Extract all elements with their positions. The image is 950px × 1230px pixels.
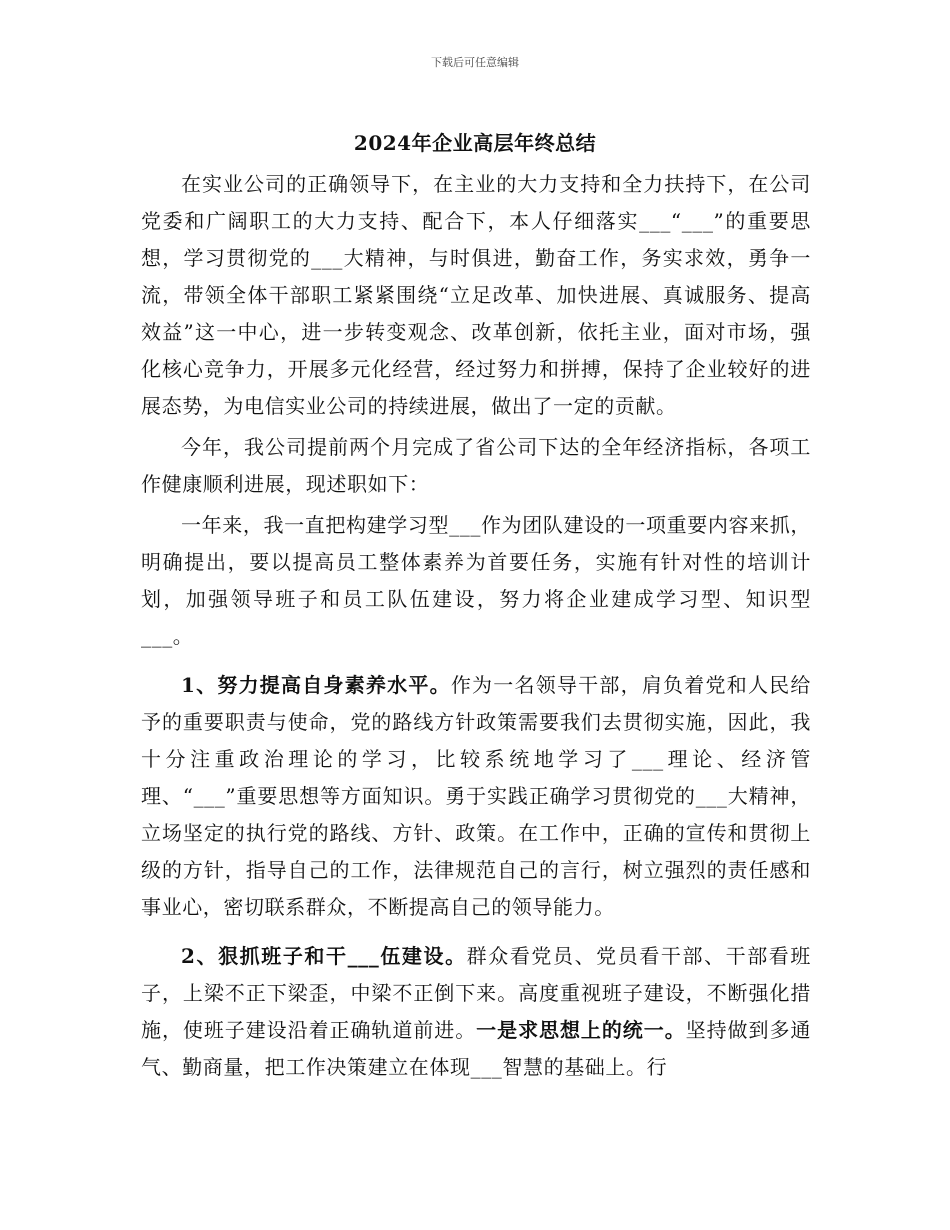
paragraph-text: 今年，我公司提前两个月完成了省公司下达的全年经济指标，各项工作健康顺利进展，现述职如下：: [141, 435, 811, 496]
section-heading: 1、努力提高自身素养水平。: [181, 673, 451, 697]
paragraph-team-building: [141, 938, 811, 1086]
paragraph-learning-team: [141, 507, 811, 655]
paragraph-text: 群众看党员、党员看干部、干部看班子，上梁不正下梁歪，中梁不正倒下来。高度重视班子建设，不断强化措施，使班子建设沿着正确轨道前进。: [141, 944, 811, 1042]
header-note: 下载后可任意编辑: [431, 56, 519, 69]
subsection-heading: 一是求思想上的统一。: [476, 1018, 686, 1042]
paragraph-intro: [141, 166, 811, 425]
paragraph-text: 一年来，我一直把构建学习型___作为团队建设的一项重要内容来抓，明确提出，要以提高员工整体素养为首要任务，实施有针对性的培训计划，加强领导班子和员工队伍建设，努力将企业建成学习型、知识型___。: [141, 513, 811, 648]
paragraph-self-improvement: [141, 667, 811, 926]
document-title: 2024年企业高层年终总结: [353, 131, 597, 155]
paragraph-summary: [141, 429, 811, 503]
section-heading: 2、狠抓班子和干___伍建设。: [181, 944, 467, 968]
paragraph-text: 作为一名领导干部，肩负着党和人民给予的重要职责与使命，党的路线方针政策需要我们去贯彻实施，因此，我十分注重政治理论的学习，比较系统地学习了___理论、经济管理、“___”重要思想等方面知识。勇于实践正确学习贯彻党的___大精神，立场坚定的执行党的路线、方针、政策。在工作中，正确的宣传和贯彻上级的方针，指导自己的工作，法律规范自己的言行，树立强烈的责任感和事业心，密切联系群众，不断提高自己的领导能力。: [141, 673, 812, 919]
paragraph-text: 坚持做到多通气、勤商量，把工作决策建立在体现___智慧的基础上。行: [141, 1018, 811, 1079]
paragraph-text: 在实业公司的正确领导下，在主业的大力支持和全力扶持下，在公司党委和广阔职工的大力支持、配合下，本人仔细落实___“___”的重要思想，学习贯彻党的___大精神，与时俱进，勤奋工作，务实求效，勇争一流，带领全体干部职工紧紧围绕“立足改革、加快进展、真诚服务、提高效益”这一中心，进一步转变观念、改革创新，依托主业，面对市场，强化核心竞争力，开展多元化经营，经过努力和拼搏，保持了企业较好的进展态势，为电信实业公司的持续进展，做出了一定的贡献。: [141, 172, 811, 418]
document-body: [141, 166, 811, 1086]
